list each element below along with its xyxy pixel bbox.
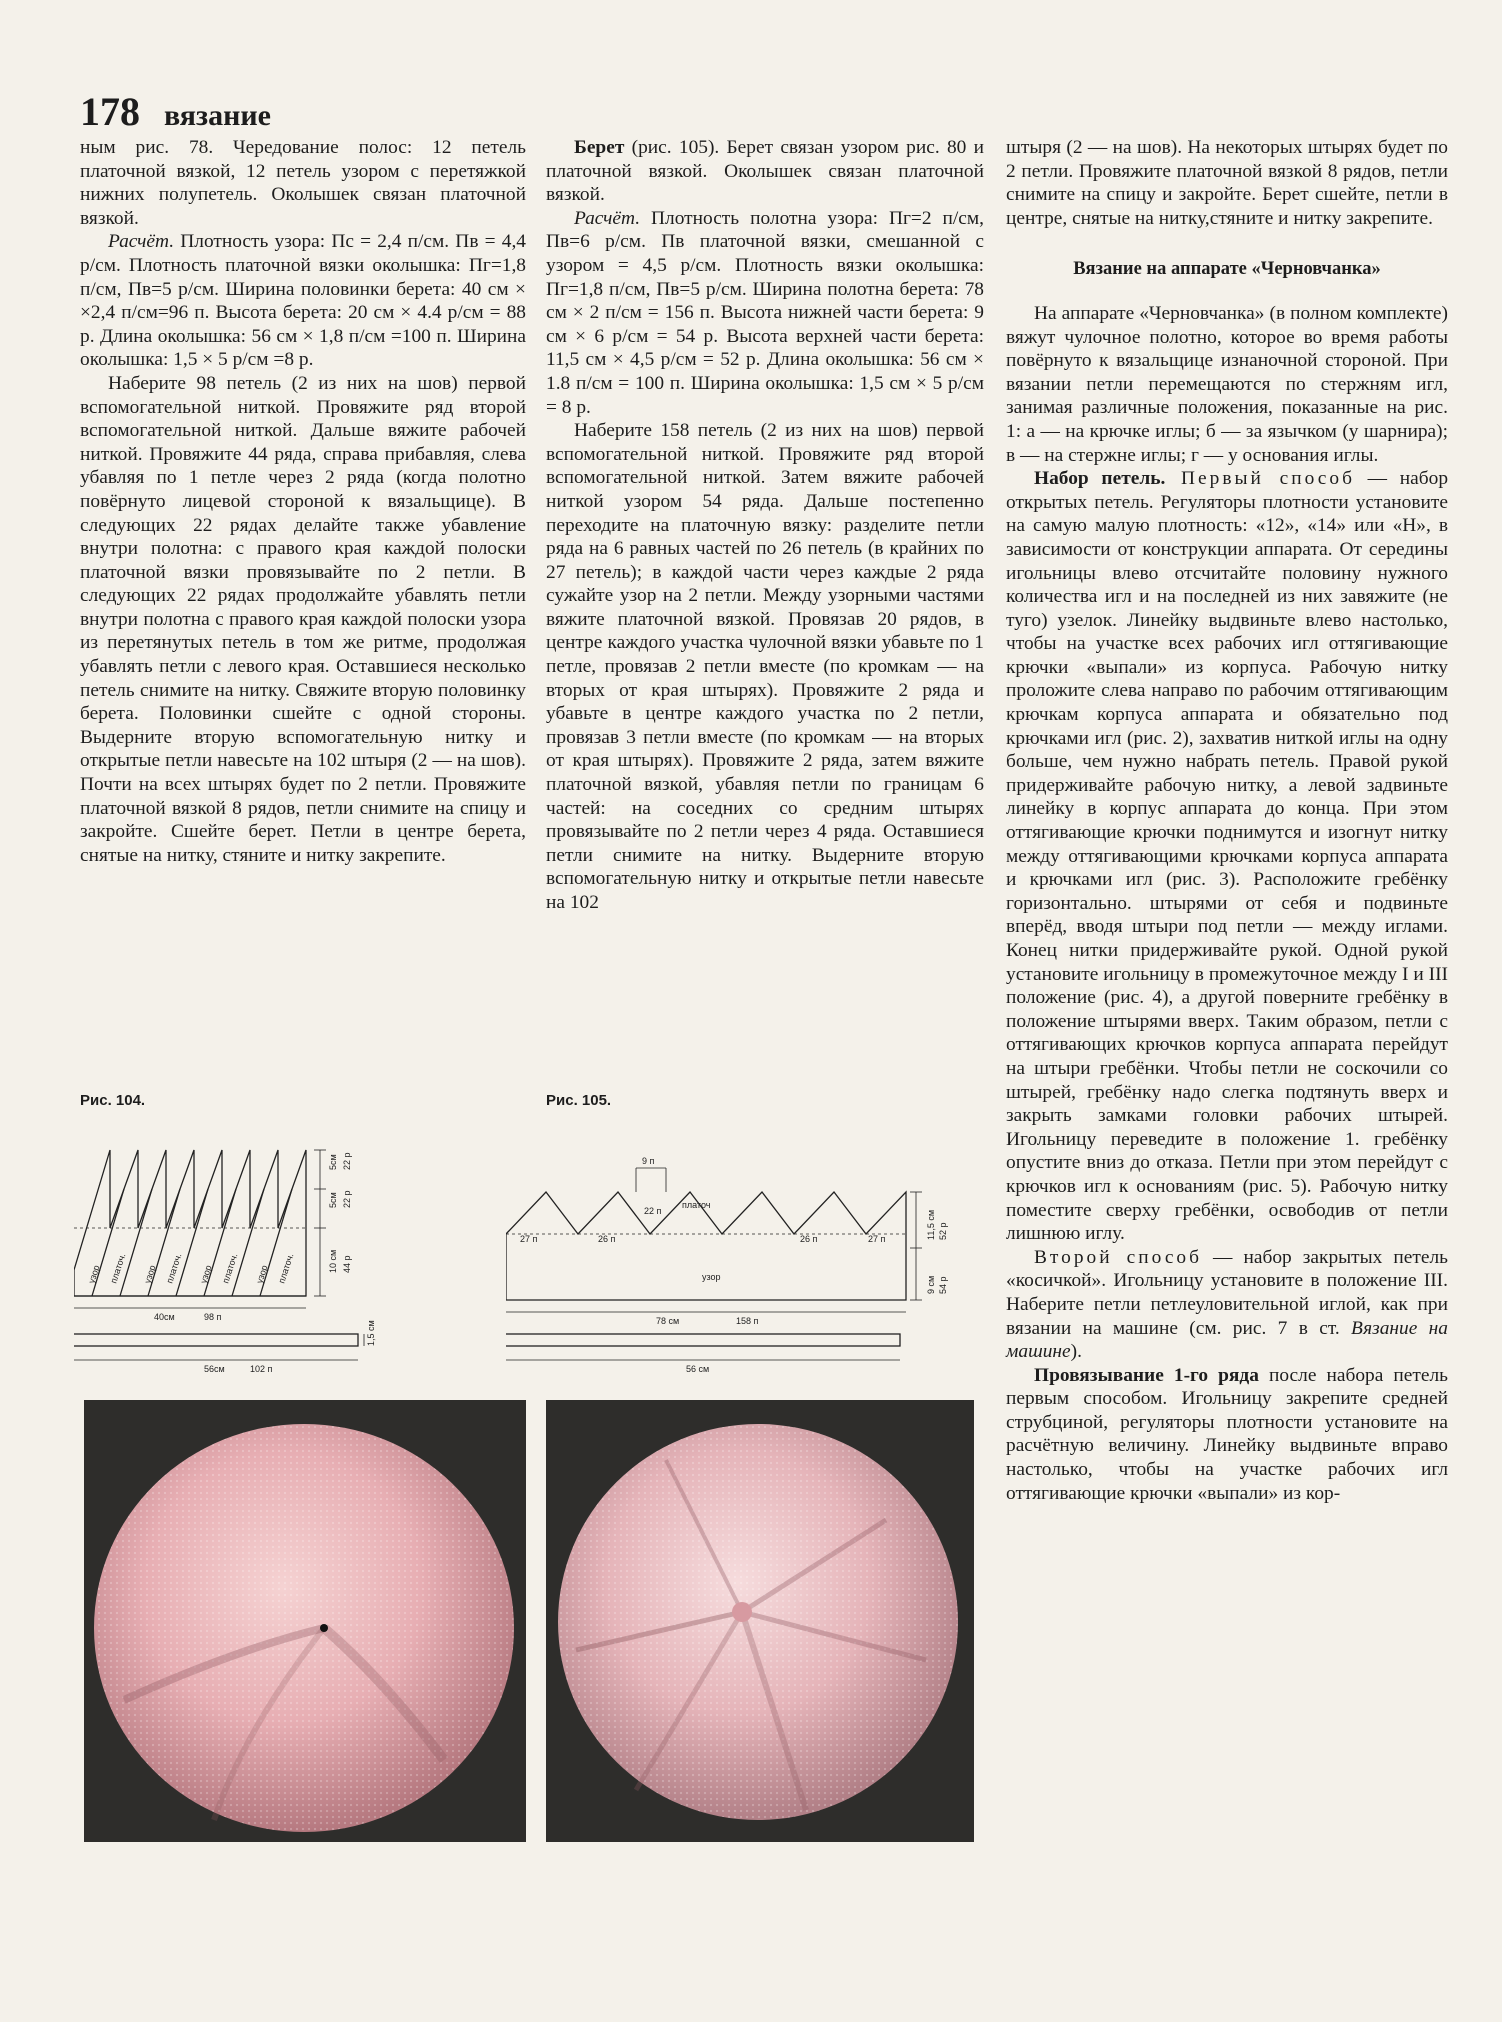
page-number: 178 [80,89,140,134]
beret-image [546,1400,974,1842]
beret-105-photo [546,1400,974,1842]
paragraph [1006,1364,1448,1506]
band-length: 56см [204,1364,225,1374]
section-title: вязание [164,99,271,132]
band-loops: 102 п [250,1364,273,1374]
part-label: 27 п [520,1234,538,1244]
strip-label: узор [198,1263,214,1285]
dim-label: 54 р [938,1276,948,1294]
dim-label: 22 р [342,1190,352,1208]
term: Берет [574,137,625,158]
peak-label: 22 п [644,1206,662,1216]
paragraph: Наберите 158 петель (2 из них на шов) первой вспомогательной ниткой. Провяжите ряд второй вспомогательной ниткой. Затем вяжите рабочей ниткой узором 54 ряда. Дальше постепенно переходите на платочную вязку: разделите петли ряда на 6 равных частей по 26 петель (в крайних по 27 петель); в каждой части через каждые 2 ряда сужайте узор на 2 петли. Между узорными частями вяжите платочной вязкой. Провязав 20 рядов, в центре каждого участка чулочной вязки убавьте по 1 петле, провязав 2 петли вместе (по кромкам — на вторых от края штырях). Провяжите 2 ряда и убавьте в центре каждого участка по 2 петли, провязав 3 петли вместе (по кромкам — на вторых от края штырях). Провяжите 2 ряда, затем вяжите платочной вязкой, убавляя петли по границам 6 частей: на соседних со средним штырях провязывайте по 2 петли через 4 ряда. Оставшиеся петли снимите на нитку. Выдерните вторую вспомогательную нитку и открытые петли навесьте на 102 [546,420,984,913]
strip-label: узор [142,1263,158,1285]
dim-label: 11,5 см [926,1209,936,1240]
figure-105-diagram [506,1108,976,1374]
part-label: 27 п [868,1234,886,1244]
dim-label: 52 р [938,1222,948,1240]
page-header [80,88,271,135]
paragraph-text: ). [1070,1341,1082,1363]
dim-label: 5см [328,1192,338,1208]
paragraph-text: Плотность полотна узора: Пг=2 п/см, Пв=6 р/см. Пв платочной вязки, смешанной с узором = 4,5 р/см. Плотность вязки околышка: Пг=1,8 п/см, Пв=5 р/см. Ширина полотна берета: 78 см × 2 п/см = 156 п. Высота нижней части берета: 9 см × 6 р/см = 54 р. Высота верхней части берета: 11,5 см × 4,5 р/см = 52 р. Длина околышка: 56 см × 1.8 п/см = 100 п. Ширина околышка: 1,5 см × 5 р/см = 8 р. [546,207,984,418]
strip-label: узор [254,1263,270,1285]
paragraph: ным рис. 78. Чередование полос: 12 петель платочной вязкой, 12 петель узором с перетяжкой нижних полупетель. Околышек связан платочной вязкой. [80,137,526,229]
part-label: 26 п [598,1234,616,1244]
reference: Вязание на машине [1006,1317,1448,1363]
paragraph [80,230,526,372]
paragraph-text: — набор открытых петель. Регуляторы плотности установите на самую малую плотность: «12», «14» или «Н», в зависимости от конструкции аппарата. От середины игольницы влево отсчитайте половину нужного количества игл и на последней из них завяжите (не туго) узелок. Линейку выдвиньте влево настолько, чтобы на участке всех рабочих игл оттягивающие крючки «выпали» из корпуса. Рабочую нитку проложите слева направо по рабочим оттягивающим крючкам корпуса аппарата и обязательно под крючками игл (рис. 2), захватив ниткой иглы на одну больше, чем нужно набрать петель. Правой рукой придерживайте рабочую нитку, а левой задвиньте линейку в корпус аппарата до конца. При этом оттягивающие крючки поднимутся и изогнут нитку между оттягивающими крючками корпуса аппарата и крючками игл (рис. 3). Расположите гребёнку горизонтально. штырями от себя и подвиньте вперёд, вводя штыри под петли — между иглами. Конец нитки придерживайте рукой. Одной рукой установите игольницу в промежуточное между I и III положение (рис. 4), а другой поверните гребёнку в положение штырями вверх. Таким образом, петли с оттягивающих крючков корпуса аппарата перейдут на штыри гребёнки. Чтобы петли не соскочили со штырей, гребёнку надо слегка подтянуть вверх и закрыть замками головки рабочих штырей. Игольницу переведите в положение 1. гребёнку опустите вниз до отказа. Петли при этом перейдут с крючков игл к основаниям (рис. 5). Рабочую нитку поместите сверху гребёнки, освободив от петли лишнюю иглу. [1006,468,1449,1245]
spaced-term: Второй способ [1034,1246,1202,1268]
dim-label: 10 см [328,1249,338,1273]
term: Расчёт. [574,207,641,229]
text-column-2 [546,136,984,915]
strip-label: платоч. [108,1252,128,1285]
paragraph [1006,467,1448,1246]
part-label: 26 п [800,1234,818,1244]
figure-104-label: Рис. 104. [80,1092,146,1109]
paragraph: На аппарате «Черновчанка» (в полном комплекте) вяжут чулочное полотно, которое во время работы повёрнуто к вязальщице изнаночной стороной. При вязании петли перемещаются по стержням игл, занимая различные положения, показанные на рис. 1: а — на крючке иглы; б — за язычком (у шарнира); в — на стержне иглы; г — у основания иглы. [1006,302,1448,466]
paragraph [546,207,984,419]
paragraph: штыря (2 — на шов). На некоторых штырях будет по 2 петли. Провяжите платочной вязкой 8 рядов, петли снимите на спицу и закройте. Берет сшейте, петли в центре, снятые на нитку,стяните и нитку закрепите. [1006,137,1448,229]
strip-label: платоч. [164,1252,184,1285]
top-dim: 9 п [642,1156,655,1166]
figure-105-label: Рис. 105. [546,1092,612,1109]
beret-104-photo [84,1400,526,1842]
paragraph-text: после набора петель первым способом. Игольницу закрепите средней струбциной, регуляторы плотности установите на расчётную величину. Линейку выдвиньте вправо настолько, чтобы на участке рабочих игл оттягивающие крючки «выпали» из кор- [1006,1364,1448,1504]
text-column-1 [80,136,526,867]
dim-label: 44 р [342,1255,352,1273]
paragraph-text: — набор закрытых петель «косичкой». Игольницу установите в положение III. Наберите петли петлеуловительной иглой, как при вязании на машине (см. рис. 7 в ст. [1006,1246,1448,1339]
strip-label: платоч. [220,1252,240,1285]
beret-image [84,1400,526,1842]
figure-104-diagram [74,1108,480,1374]
paragraph [546,136,984,207]
spaced-term: Первый способ [1165,468,1355,490]
dim-label: 5см [328,1154,338,1170]
dim-width: 40см [154,1312,175,1322]
dim-label: 9 см [926,1275,936,1294]
term: Набор петель. [1034,468,1166,490]
dim-loops: 158 п [736,1316,759,1326]
paragraph: Наберите 98 петель (2 из них на шов) первой вспомогательной ниткой. Провяжите ряд второй вспомогательной ниткой. Дальше вяжите рабочей ниткой. Провяжите 44 ряда, справа прибавляя, слева убавляя по 1 петле через 2 ряда (когда полотно повёрнуто лицевой стороной к вязальщице). В следующих 22 рядах делайте также убавление внутри полотна: с правого края каждой полоски платочной вязки провязывайте по 2 петли. В следующих 22 рядах продолжайте убавлять петли внутри полотна с правого края каждой полоски узора из перетянутых петель в том же ритме, продолжая убавлять петли с левого края. Оставшиеся несколько петель снимите на нитку. Свяжите вторую половинку берета. Половинки сшейте с одной стороны. Выдерните вторую вспомогательную нитку и открытые петли навесьте на 102 штыря (2 — на шов). Почти на всех штырях будет по 2 петли. Провяжите платочной вязкой 8 рядов, петли снимите на спицу и закройте. Сшейте берет. Петли в центре берета, снятые на нитку, стяните и нитку закрепите. [80,372,526,866]
paragraph-text: (рис. 105). Берет связан узором рис. 80 и платочной вязкой. Околышек связан платочной вязкой. [546,137,984,206]
band-length: 56 см [686,1364,710,1374]
paragraph-text: Плотность узора: Пс = 2,4 п/см. Пв = 4,4 р/см. Плотность платочной вязки околышка: Пг=1,8 п/см, Пв=5 р/см. Ширина половинки берета: 40 см × ×2,4 п/см=96 п. Высота берета: 20 см × 4.4 р/см = 88 р. Длина околышка: 56 см × 1,8 п/см =100 п. Ширина околышка: 1,5 × 5 р/см =8 р. [80,231,526,371]
term: Провязывание 1-го ряда [1034,1364,1259,1386]
subheading: Вязание на аппарате «Черновчанка» [1073,259,1381,280]
zone-label: платоч [682,1200,711,1210]
strip-label: узор [86,1263,102,1285]
dim-label: 22 р [342,1152,352,1170]
paragraph [1006,1246,1448,1364]
band-width: 1,5 см [366,1320,376,1346]
text-column-3 [1006,136,1448,1505]
strip-label: платоч. [276,1252,296,1285]
term: Расчёт. [108,231,175,253]
dim-width: 78 см [656,1316,680,1326]
dim-loops: 98 п [204,1312,222,1322]
zone-label: узор [702,1272,721,1282]
